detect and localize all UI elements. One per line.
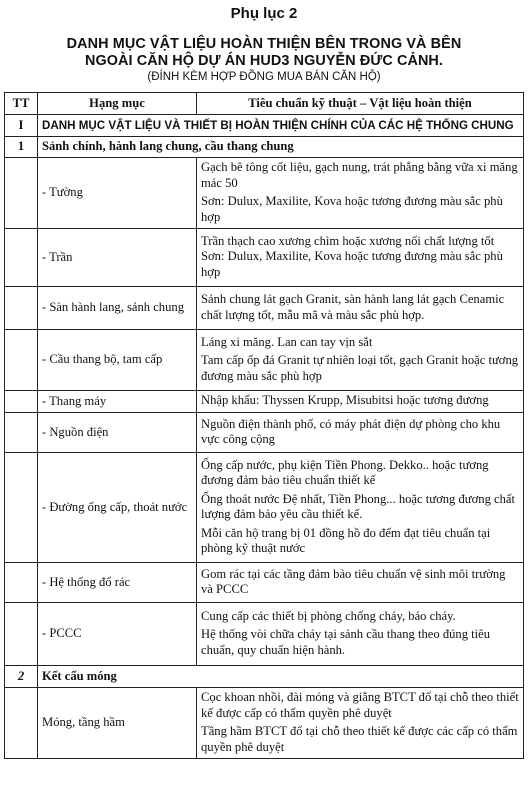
materials-table bbox=[4, 92, 524, 759]
item-name: - PCCC bbox=[38, 603, 197, 666]
item-spec: Nhập khẩu: Thyssen Krupp, Misubitsi hoặc tương đương bbox=[197, 391, 524, 413]
group-title: Kết cấu móng bbox=[38, 666, 524, 688]
item-spec: Trần thạch cao xương chìm hoặc xương nổi chất lượng tốt Sơn: Dulux, Maxilite, Kova hoặc tương đương màu sắc phù hợp bbox=[197, 229, 524, 287]
item-name: - Sàn hành lang, sảnh chung bbox=[38, 287, 197, 330]
document-subtitle: (ĐÍNH KÈM HỢP ĐỒNG MUA BÁN CĂN HỘ) bbox=[147, 71, 381, 83]
item-name: - Thang máy bbox=[38, 391, 197, 413]
title-line-2: NGOÀI CĂN HỘ DỰ ÁN HUD3 NGUYỄN ĐỨC CẢNH. bbox=[84, 53, 444, 69]
item-spec: Láng xi măng. Lan can tay vịn sắt Tam cấp ốp đá Granit tự nhiên loại tốt, gạch Granit hoặc tương đương màu sắc phù hợp bbox=[197, 330, 524, 391]
group-row bbox=[5, 137, 524, 158]
item-name: - Trần bbox=[38, 229, 197, 287]
document-title bbox=[0, 36, 528, 70]
column-header-item: Hạng mục bbox=[38, 93, 197, 115]
item-spec: Ống cấp nước, phụ kiện Tiền Phong. Dekko.. hoặc tương đương đảm bảo tiêu chuẩn thiết kế Ống thoát nước Đệ nhất, Tiền Phong... hoặc tương đương chất lượng đảm bảo yêu cầu thiết kế. Mỗi căn hộ trang bị 01 đồng hồ đo đếm đạt tiêu chuẩn tại phòng kỹ thuật nước bbox=[197, 453, 524, 563]
group-number: 2 bbox=[5, 666, 38, 688]
section-row bbox=[5, 115, 524, 137]
group-title: Sảnh chính, hành lang chung, cầu thang chung bbox=[38, 137, 524, 158]
item-spec: Gom rác tại các tầng đảm bảo tiêu chuẩn vệ sinh môi trường và PCCC bbox=[197, 563, 524, 603]
column-header-tt: TT bbox=[5, 93, 38, 115]
table-header-row bbox=[5, 93, 524, 115]
column-header-spec: Tiêu chuẩn kỹ thuật – Vật liệu hoàn thiện bbox=[197, 93, 524, 115]
table-row bbox=[5, 287, 524, 330]
table-row bbox=[5, 158, 524, 229]
section-number: I bbox=[5, 115, 38, 137]
item-spec: Nguồn điện thành phố, có máy phát điện dự phòng cho khu vực công cộng bbox=[197, 413, 524, 453]
title-line-1: DANH MỤC VẬT LIỆU HOÀN THIỆN BÊN TRONG VÀ BÊN bbox=[66, 36, 462, 52]
table-row bbox=[5, 413, 524, 453]
table-row bbox=[5, 453, 524, 563]
item-name: - Đường ống cấp, thoát nước bbox=[38, 453, 197, 563]
item-name: - Tường bbox=[38, 158, 197, 229]
group-row bbox=[5, 666, 524, 688]
table-row bbox=[5, 688, 524, 759]
group-number: 1 bbox=[5, 137, 38, 158]
item-spec: Sảnh chung lát gạch Granit, sàn hành lang lát gạch Cenamic chất lượng tốt, mẫu mã và màu sắc phù hợp. bbox=[197, 287, 524, 330]
item-spec: Cọc khoan nhồi, đài móng và giằng BTCT đổ tại chỗ theo thiết kế được cấp có thẩm quyền phê duyệt Tầng hầm BTCT đổ tại chỗ theo thiết kế được các cấp có thẩm quyền phê duyệt bbox=[197, 688, 524, 759]
table-row bbox=[5, 330, 524, 391]
item-name: Móng, tầng hầm bbox=[38, 688, 197, 759]
item-spec: Cung cấp các thiết bị phòng chống cháy, báo cháy. Hệ thống vòi chữa cháy tại sảnh cầu thang theo đúng tiêu chuẩn, quy chuẩn hiện hành. bbox=[197, 603, 524, 666]
item-spec: Gạch bê tông cốt liệu, gạch nung, trát phẳng bằng vữa xi măng mác 50 Sơn: Dulux, Maxilite, Kova hoặc tương đương màu sắc phù hợp bbox=[197, 158, 524, 229]
table-row bbox=[5, 391, 524, 413]
table-row bbox=[5, 563, 524, 603]
section-title: DANH MỤC VẬT LIỆU VÀ THIẾT BỊ HOÀN THIỆN CHÍNH CỦA CÁC HỆ THỐNG CHUNG bbox=[38, 115, 524, 137]
item-name: - Nguồn điện bbox=[38, 413, 197, 453]
table-row bbox=[5, 229, 524, 287]
document-header bbox=[0, 0, 528, 84]
table-row bbox=[5, 603, 524, 666]
appendix-label: Phụ lục 2 bbox=[230, 5, 298, 22]
item-name: - Cầu thang bộ, tam cấp bbox=[38, 330, 197, 391]
item-name: - Hệ thống đổ rác bbox=[38, 563, 197, 603]
